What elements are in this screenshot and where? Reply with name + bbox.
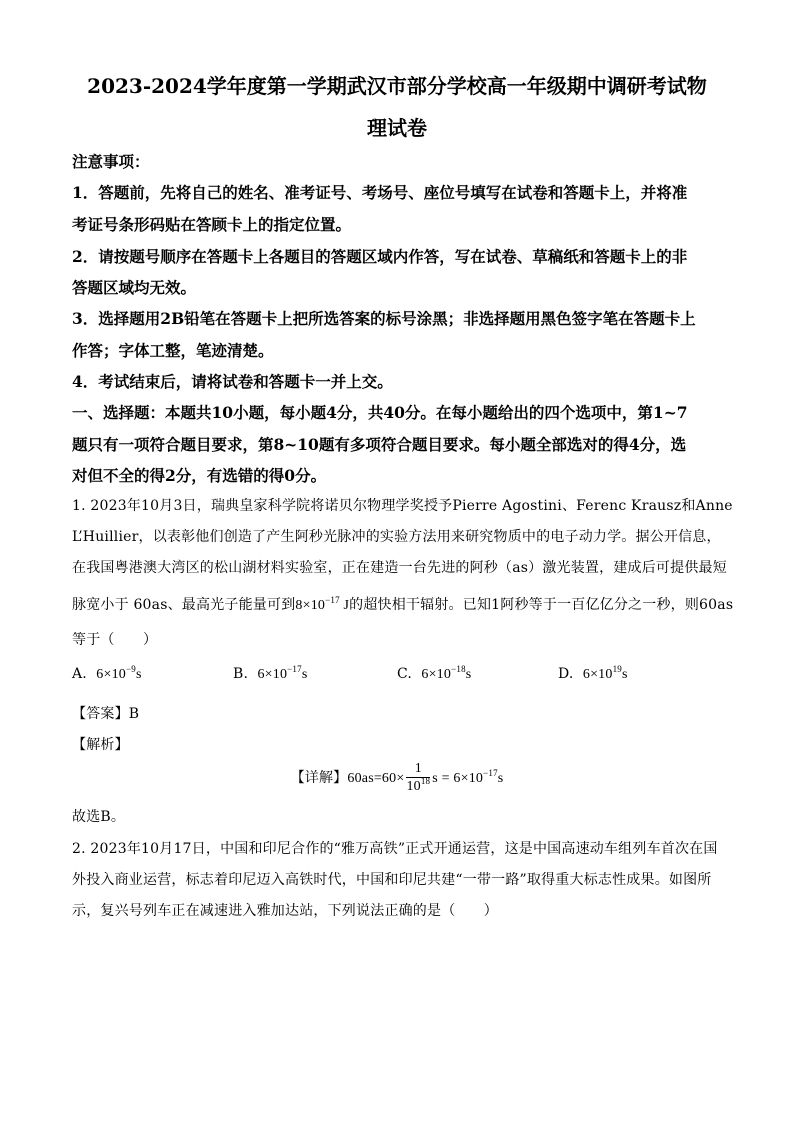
exam-title-line2: 理试卷 — [367, 116, 427, 140]
exam-title-line1: 2023-2024学年度第一学期武汉市部分学校高一年级期中调研考试物 — [87, 74, 707, 98]
option-b[interactable]: B. $6\times 10^{-17}s$ — [233, 664, 308, 682]
notes-heading: 注意事项： — [72, 152, 150, 171]
notes-line: 4．考试结束后，请将试卷和答题卡一并上交。 — [72, 372, 393, 391]
analysis-label: 【解析】 — [72, 737, 129, 753]
option-c[interactable]: C. $6\times 10^{-18}s$ — [397, 664, 472, 682]
conclusion-text: 故选B。 — [72, 809, 126, 825]
detail-formula: 【详解】60as=60× $\frac{1}{10^{18}}$ $s = 6\times 10^{-17}s$ — [290, 760, 504, 794]
notes-line: 3．选择题用2B铅笔在答题卡上把所选答案的标号涂黑；非选择题用黑色签字笔在答题卡上 — [72, 309, 696, 328]
notes-line: 作答；字体工整，笔迹清楚。 — [72, 341, 274, 360]
section-instructions: 题只有一项符合题目要求，第8~10题有多项符合题目要求。每小题全部选对的得4分，选 — [72, 435, 687, 454]
section-instructions: 对但不全的得2分，有选错的得0分。 — [72, 466, 327, 485]
option-d[interactable]: D. $6\times 10^{19}s$ — [558, 664, 628, 682]
question-1-text: 脉宽小于 60as、最高光子能量可到$8\times 10^{-17}$ J的超快相干辐射。已知1阿秒等于一百亿亿分之一秒，则60as — [72, 595, 734, 613]
notes-line: 考证号条形码贴在答顾卡上的指定位置。 — [72, 215, 352, 234]
notes-line: 1．答题前，先将自己的姓名、准考证号、考场号、座位号填写在试卷和答题卡上，并将准 — [72, 183, 688, 202]
notes-line: 答题区域均无效。 — [72, 278, 197, 297]
question-1-options — [72, 666, 722, 688]
question-1-text: L’Huillier，以表彰他们创造了产生阿秒光脉冲的实验方法用来研究物质中的电子动力学。据公开信息， — [72, 529, 721, 545]
notes-line: 2．请按题号顺序在答题卡上各题目的答题区域内作答，写在试卷、草稿纸和答题卡上的非 — [72, 247, 688, 266]
option-a[interactable]: A. $6\times 10^{-9}s$ — [72, 664, 142, 682]
fraction: $\frac{1}{10^{18}}$ — [406, 760, 431, 794]
question-1-text: 在我国粤港澳大湾区的松山湖材料实验室，正在建造一台先进的阿秒（as）激光装置，建成后可提供最短 — [72, 560, 727, 576]
question-1-text: 等于（ ） — [72, 632, 158, 648]
question-2-text: 2. 2023年10月17日，中国和印尼合作的“雅万高铁”正式开通运营，这是中国高速动车组列车首次在国 — [72, 841, 718, 857]
question-2-text: 外投入商业运营，标志着印尼迈入高铁时代，中国和印尼共建“一带一路”取得重大标志性成果。如图所 — [72, 872, 712, 888]
question-1-text: 1. 2023年10月3日，瑞典皇家科学院将诺贝尔物理学奖授予Pierre Agostini、Ferenc Krausz和Anne — [72, 498, 733, 514]
section-instructions: 一、选择题：本题共10小题，每小题4分，共40分。在每小题给出的四个选项中，第1~7 — [72, 403, 688, 422]
answer-label: 【答案】B — [72, 706, 140, 722]
question-2-text: 示，复兴号列车正在减速进入雅加达站，下列说法正确的是（ ） — [72, 903, 498, 919]
energy-formula: $8\times 10^{-17}$ J — [295, 595, 350, 613]
